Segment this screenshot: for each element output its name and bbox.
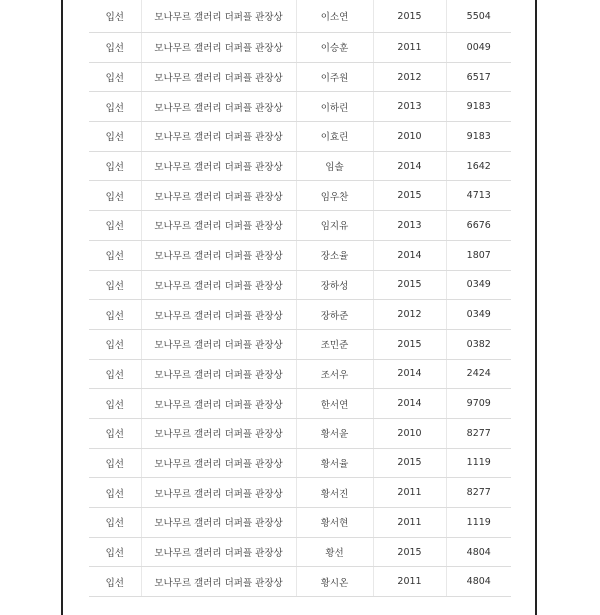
code-cell: 1119 — [446, 508, 511, 538]
award-cell: 입선 — [89, 329, 141, 359]
code-cell: 4804 — [446, 567, 511, 597]
code-cell: 4804 — [446, 537, 511, 567]
exhibition-cell: 모나무르 갤러리 더퍼플 관장상 — [141, 211, 296, 241]
code-cell: 8277 — [446, 418, 511, 448]
award-cell: 입선 — [89, 33, 141, 63]
name-cell: 황선 — [296, 537, 373, 567]
name-cell: 황서현 — [296, 508, 373, 538]
name-cell: 이효린 — [296, 122, 373, 152]
award-cell: 입선 — [89, 478, 141, 508]
code-cell: 5504 — [446, 0, 511, 33]
table-row — [89, 567, 511, 597]
year-cell: 2011 — [373, 478, 446, 508]
table-row — [89, 270, 511, 300]
award-cell: 입선 — [89, 537, 141, 567]
name-cell: 장하성 — [296, 270, 373, 300]
table-row — [89, 508, 511, 538]
code-cell: 1642 — [446, 151, 511, 181]
code-cell: 9709 — [446, 389, 511, 419]
name-cell: 한서연 — [296, 389, 373, 419]
table-row — [89, 329, 511, 359]
name-cell: 장소율 — [296, 240, 373, 270]
award-cell: 입선 — [89, 0, 141, 33]
year-cell: 2015 — [373, 537, 446, 567]
exhibition-cell: 모나무르 갤러리 더퍼플 관장상 — [141, 151, 296, 181]
name-cell: 황서진 — [296, 478, 373, 508]
name-cell: 황서율 — [296, 448, 373, 478]
table-row — [89, 418, 511, 448]
award-cell: 입선 — [89, 359, 141, 389]
name-cell: 조민준 — [296, 329, 373, 359]
name-cell: 임솔 — [296, 151, 373, 181]
table-row — [89, 359, 511, 389]
year-cell: 2011 — [373, 508, 446, 538]
award-cell: 입선 — [89, 151, 141, 181]
table-row — [89, 151, 511, 181]
code-cell: 1807 — [446, 240, 511, 270]
year-cell: 2014 — [373, 240, 446, 270]
year-cell: 2015 — [373, 0, 446, 33]
exhibition-cell: 모나무르 갤러리 더퍼플 관장상 — [141, 537, 296, 567]
table-row — [89, 537, 511, 567]
exhibition-cell: 모나무르 갤러리 더퍼플 관장상 — [141, 62, 296, 92]
code-cell: 0382 — [446, 329, 511, 359]
code-cell: 8277 — [446, 478, 511, 508]
table-row — [89, 389, 511, 419]
year-cell: 2012 — [373, 300, 446, 330]
exhibition-cell: 모나무르 갤러리 더퍼플 관장상 — [141, 0, 296, 33]
exhibition-cell: 모나무르 갤러리 더퍼플 관장상 — [141, 508, 296, 538]
exhibition-cell: 모나무르 갤러리 더퍼플 관장상 — [141, 122, 296, 152]
year-cell: 2015 — [373, 270, 446, 300]
code-cell: 6676 — [446, 211, 511, 241]
name-cell: 장하준 — [296, 300, 373, 330]
award-cell: 입선 — [89, 122, 141, 152]
table-body — [89, 0, 511, 597]
exhibition-cell: 모나무르 갤러리 더퍼플 관장상 — [141, 448, 296, 478]
exhibition-cell: 모나무르 갤러리 더퍼플 관장상 — [141, 300, 296, 330]
exhibition-cell: 모나무르 갤러리 더퍼플 관장상 — [141, 92, 296, 122]
name-cell: 이소연 — [296, 0, 373, 33]
table-row — [89, 240, 511, 270]
year-cell: 2015 — [373, 181, 446, 211]
year-cell: 2010 — [373, 122, 446, 152]
table-row — [89, 92, 511, 122]
table-row — [89, 62, 511, 92]
code-cell: 2424 — [446, 359, 511, 389]
exhibition-cell: 모나무르 갤러리 더퍼플 관장상 — [141, 418, 296, 448]
exhibition-cell: 모나무르 갤러리 더퍼플 관장상 — [141, 240, 296, 270]
year-cell: 2012 — [373, 62, 446, 92]
table-row — [89, 0, 511, 33]
table-row — [89, 211, 511, 241]
award-cell: 입선 — [89, 418, 141, 448]
code-cell: 4713 — [446, 181, 511, 211]
code-cell: 9183 — [446, 92, 511, 122]
award-cell: 입선 — [89, 92, 141, 122]
name-cell: 황시온 — [296, 567, 373, 597]
award-winners-table — [89, 0, 511, 597]
exhibition-cell: 모나무르 갤러리 더퍼플 관장상 — [141, 478, 296, 508]
award-cell: 입선 — [89, 508, 141, 538]
exhibition-cell: 모나무르 갤러리 더퍼플 관장상 — [141, 181, 296, 211]
year-cell: 2014 — [373, 151, 446, 181]
code-cell: 9183 — [446, 122, 511, 152]
table-row — [89, 300, 511, 330]
name-cell: 이주원 — [296, 62, 373, 92]
name-cell: 이승훈 — [296, 33, 373, 63]
exhibition-cell: 모나무르 갤러리 더퍼플 관장상 — [141, 33, 296, 63]
table-row — [89, 33, 511, 63]
exhibition-cell: 모나무르 갤러리 더퍼플 관장상 — [141, 270, 296, 300]
award-cell: 입선 — [89, 240, 141, 270]
name-cell: 조서우 — [296, 359, 373, 389]
year-cell: 2014 — [373, 389, 446, 419]
table-row — [89, 122, 511, 152]
year-cell: 2015 — [373, 329, 446, 359]
name-cell: 이하린 — [296, 92, 373, 122]
year-cell: 2014 — [373, 359, 446, 389]
code-cell: 0049 — [446, 33, 511, 63]
table-row — [89, 181, 511, 211]
exhibition-cell: 모나무르 갤러리 더퍼플 관장상 — [141, 359, 296, 389]
exhibition-cell: 모나무르 갤러리 더퍼플 관장상 — [141, 567, 296, 597]
award-cell: 입선 — [89, 62, 141, 92]
award-cell: 입선 — [89, 181, 141, 211]
year-cell: 2013 — [373, 92, 446, 122]
year-cell: 2015 — [373, 448, 446, 478]
table-row — [89, 478, 511, 508]
year-cell: 2011 — [373, 33, 446, 63]
code-cell: 0349 — [446, 270, 511, 300]
award-cell: 입선 — [89, 448, 141, 478]
name-cell: 임우찬 — [296, 181, 373, 211]
code-cell: 0349 — [446, 300, 511, 330]
exhibition-cell: 모나무르 갤러리 더퍼플 관장상 — [141, 329, 296, 359]
exhibition-cell: 모나무르 갤러리 더퍼플 관장상 — [141, 389, 296, 419]
table-row — [89, 448, 511, 478]
award-cell: 입선 — [89, 567, 141, 597]
award-cell: 입선 — [89, 389, 141, 419]
award-cell: 입선 — [89, 270, 141, 300]
year-cell: 2011 — [373, 567, 446, 597]
year-cell: 2013 — [373, 211, 446, 241]
award-cell: 입선 — [89, 211, 141, 241]
name-cell: 황서윤 — [296, 418, 373, 448]
year-cell: 2010 — [373, 418, 446, 448]
document-frame — [61, 0, 537, 615]
code-cell: 1119 — [446, 448, 511, 478]
name-cell: 임지유 — [296, 211, 373, 241]
code-cell: 6517 — [446, 62, 511, 92]
award-cell: 입선 — [89, 300, 141, 330]
